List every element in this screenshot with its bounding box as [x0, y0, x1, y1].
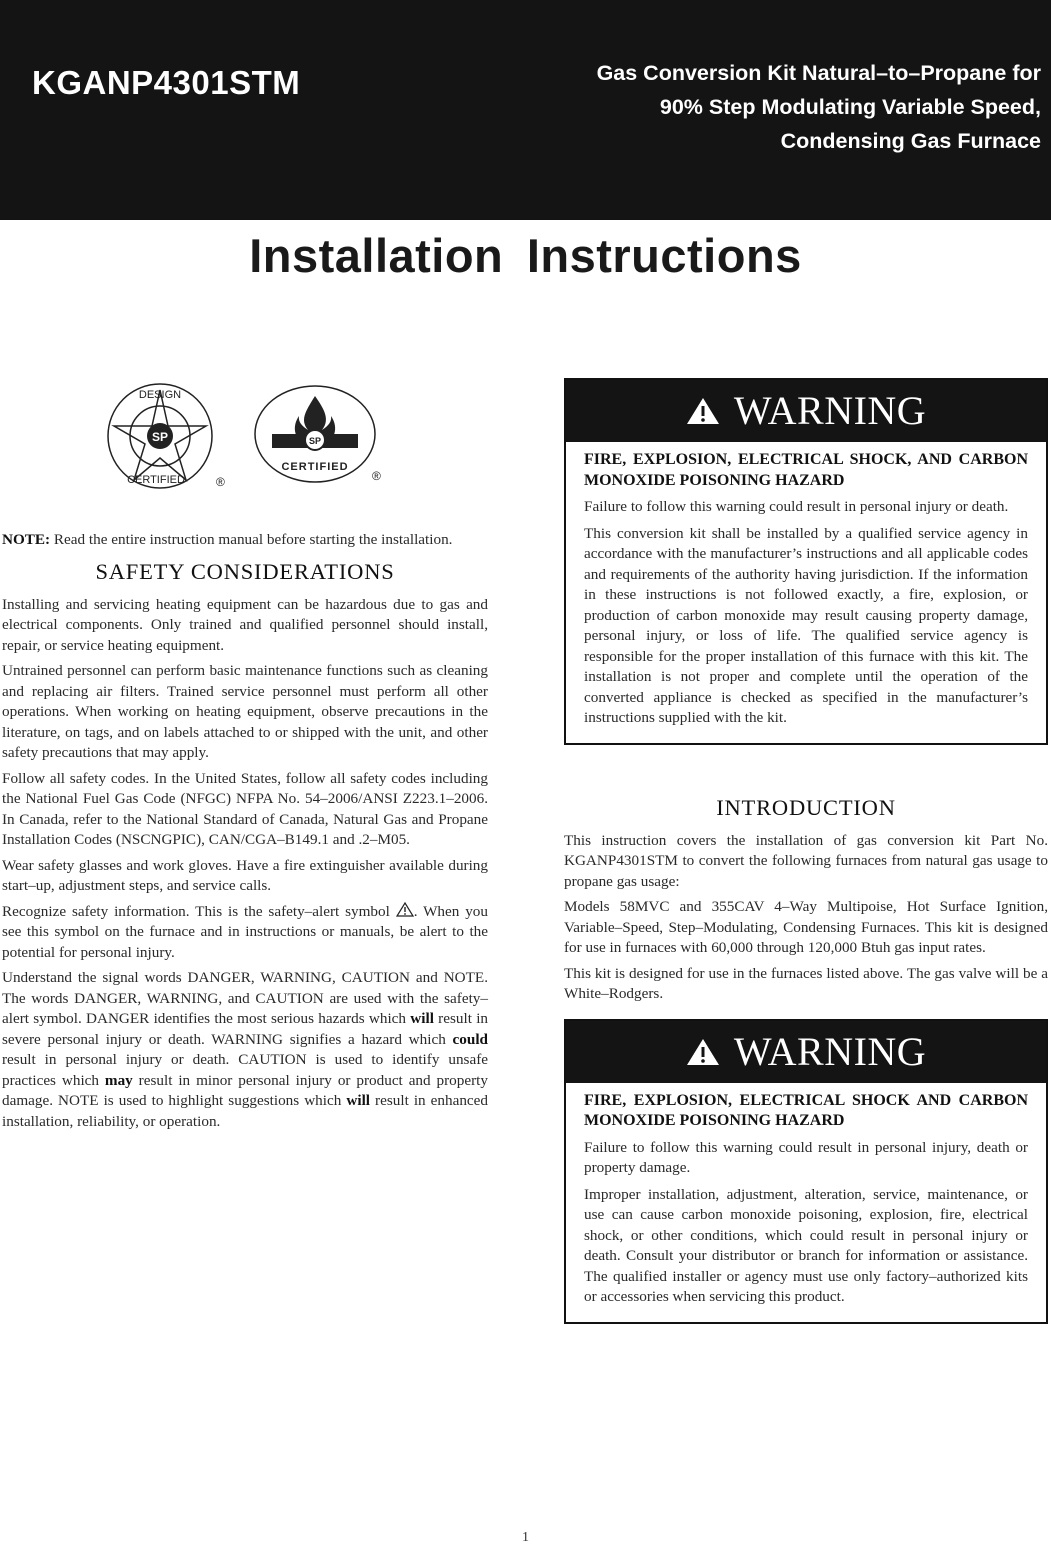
csa-mark-text: SP: [308, 436, 322, 446]
right-column: [564, 378, 1048, 1324]
warning-title: WARNING: [733, 388, 927, 433]
warning-paragraph: Failure to follow this warning could result in personal injury, death or property damage.: [584, 1138, 1028, 1176]
certification-logos: [100, 378, 400, 498]
warning-paragraph: This conversion kit shall be installed by a qualified service agency in accordance with the manufacturer’s instructions and all applicable codes and requirements of the authority having jurisdiction. If the information in these instructions is not followed exactly, a fire, explosion, or production of carbon monoxide may result causing property damage, personal injury, or loss of life. The qualified service agency is responsible for the proper installation of this furnace with this kit. The installation is not proper and complete until the operation of the converted appliance is checked as specified in the manufacturer’s instructions supplied with the kit.: [584, 524, 1028, 726]
model-number: KGANP4301STM: [32, 64, 301, 101]
warning-body: [566, 1083, 1046, 1322]
registered-mark: ®: [372, 469, 381, 483]
introduction-paragraph: This instruction covers the installation of gas conversion kit Part No. KGANP4301STM to convert the following furnaces from natural gas usage to propane gas usage:: [564, 831, 1048, 890]
subtitle-line: 90% Step Modulating Variable Speed,: [659, 95, 1041, 119]
warning-box: [564, 378, 1048, 745]
safety-paragraph: [2, 968, 488, 1132]
introduction-paragraph: This kit is designed for use in the furnaces listed above. The gas valve will be a White–Rodgers.: [564, 964, 1048, 1002]
left-column: [2, 530, 488, 1137]
design-certified-star-logo: [100, 378, 240, 498]
safety-heading: SAFETY CONSIDERATIONS: [95, 558, 395, 584]
warning-header: [566, 1021, 1046, 1083]
csa-certified-flame-logo: [250, 378, 400, 498]
safety-paragraph: Wear safety glasses and work gloves. Have a fire extinguisher available during start–up, adjustment steps, and service calls.: [2, 856, 488, 894]
page-title: Installation Instructions: [249, 229, 802, 282]
safety-text: result in personal injury or death. CAUTION is used to identify unsafe practices which: [2, 1051, 488, 1089]
page-number: 1: [522, 1530, 529, 1545]
warning-paragraph: Improper installation, adjustment, alteration, service, maintenance, or use can cause carbon monoxide poisoning, explosion, fire, electrical shock, or other conditions, which could result in personal injury or death. Consult your distributor or branch for information or assistance. The qualified installer or agency must use only factory–authorized kits or accessories when servicing this product.: [584, 1185, 1028, 1305]
emphasis-word: may: [104, 1071, 133, 1089]
safety-text: result in enhanced installation, reliability, or operation.: [2, 1092, 488, 1130]
emphasis-word: will: [346, 1092, 371, 1109]
safety-text: Understand the signal words DANGER, WARNING, CAUTION and NOTE. The words DANGER, WARNING, and CAUTION are used with the safety–alert symbol. DANGER identifies the most serious hazards which: [2, 969, 488, 1027]
document-subtitle: [401, 56, 1041, 158]
hazard-title: FIRE, EXPLOSION, ELECTRICAL SHOCK, AND CARBON MONOXIDE POISONING HAZARD: [584, 451, 1028, 489]
emphasis-word: could: [452, 1030, 488, 1048]
warning-title: WARNING: [733, 1028, 927, 1074]
certified-text: CERTIFIED: [281, 461, 349, 473]
emphasis-word: will: [410, 1010, 434, 1027]
subtitle-line: Gas Conversion Kit Natural–to–Propane for: [596, 61, 1041, 85]
introduction-heading: INTRODUCTION: [716, 794, 896, 820]
safety-text: Recognize safety information. This is the safety–alert symbol: [2, 902, 390, 920]
safety-alert-icon: [396, 902, 414, 917]
warning-header: [566, 380, 1046, 442]
safety-paragraph: [2, 902, 488, 964]
subtitle-line: Condensing Gas Furnace: [780, 129, 1041, 153]
header-banner: [0, 0, 1051, 220]
hazard-title: FIRE, EXPLOSION, ELECTRICAL SHOCK AND CARBON MONOXIDE POISONING HAZARD: [584, 1091, 1028, 1129]
warning-box: [564, 1019, 1048, 1324]
safety-text: . When you see this symbol on the furnace and in instructions or manuals, be alert to the potential for personal injury.: [2, 902, 488, 961]
safety-paragraph: Follow all safety codes. In the United States, follow all safety codes including the National Fuel Gas Code (NFGC) NFPA No. 54–2006/ANSI Z223.1–2006. In Canada, refer to the National Standard of Canada, Natural Gas and Propane Installation Codes (NSCNGPIC), CAN/CGA–B149.1 and .2–M05.: [2, 769, 488, 848]
design-text: DESIGN: [138, 389, 182, 401]
csa-mark-text: SP: [151, 430, 169, 444]
introduction-paragraph: Models 58MVC and 355CAV 4–Way Multipoise, Hot Surface Ignition, Variable–Speed, Step–Modulating, Condensing Furnaces. This kit is designed for use in furnaces with 60,000 through 120,000 Btuh gas input rates.: [564, 898, 1048, 956]
note-label: NOTE:: [2, 531, 51, 548]
note-text: Read the entire instruction manual before starting the installation.: [53, 531, 453, 548]
warning-triangle-icon: [686, 397, 720, 425]
safety-text: result in minor personal injury or product and property damage. NOTE is used to highlight suggestions which: [2, 1071, 488, 1109]
registered-mark: ®: [216, 475, 225, 489]
certified-text: CERTIFIED: [127, 474, 185, 486]
warning-body: [566, 442, 1046, 743]
warning-triangle-icon: [686, 1038, 720, 1066]
warning-paragraph: Failure to follow this warning could result in personal injury or death.: [584, 498, 1009, 515]
safety-text: result in severe personal injury or death. WARNING signifies a hazard which: [2, 1010, 489, 1048]
safety-paragraph: Untrained personnel can perform basic maintenance functions such as cleaning and replacing air filters. Trained service personnel must perform all other operations. When working on heating equipment, observe precautions in the literature, on tags, and on labels attached to or shipped with the unit, and other safety precautions that may apply.: [2, 662, 488, 761]
note-paragraph: [2, 530, 488, 551]
safety-paragraph: Installing and servicing heating equipment can be hazardous due to gas and electrical components. Only trained and qualified personnel should install, repair, or service heating equipment.: [2, 595, 488, 654]
